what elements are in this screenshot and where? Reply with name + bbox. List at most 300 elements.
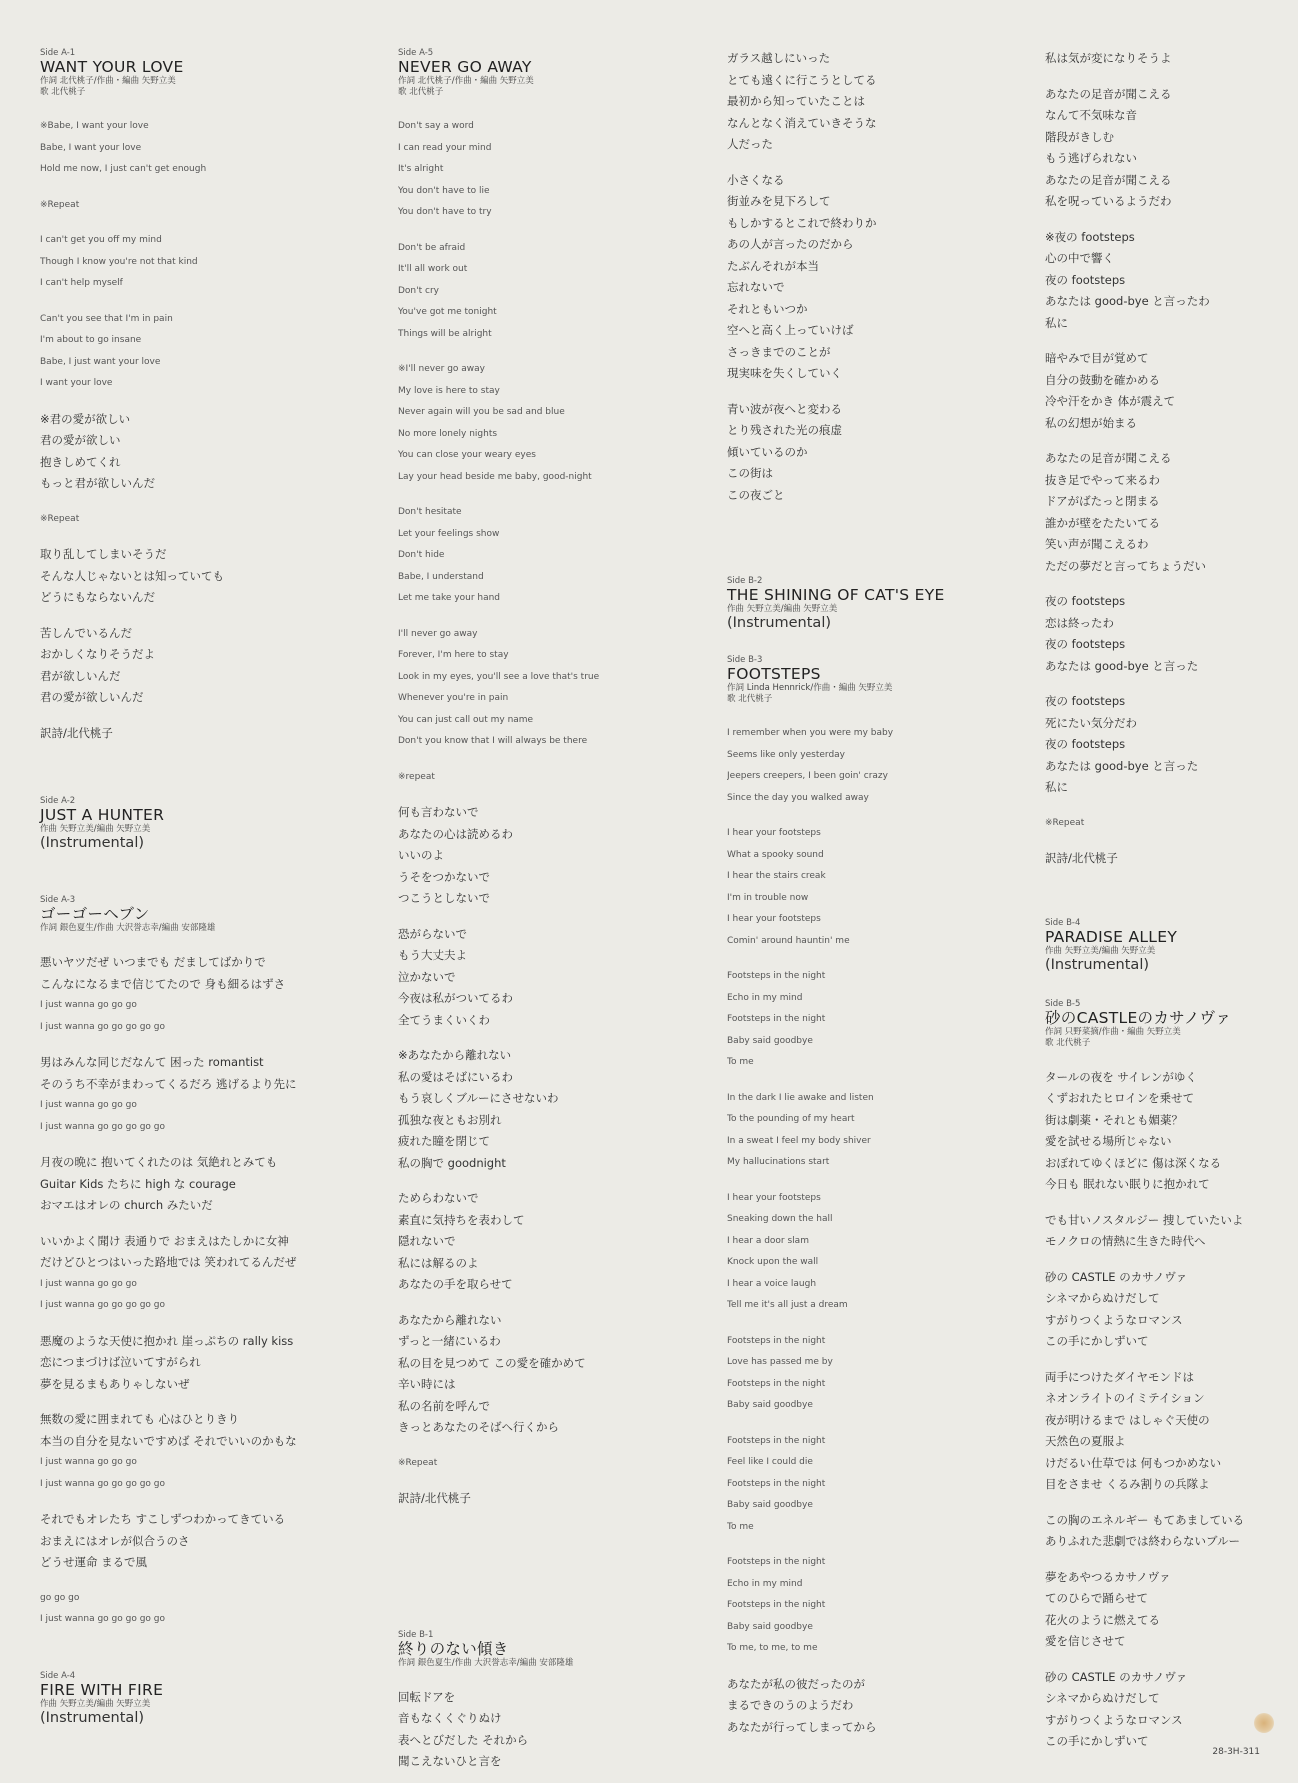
lyric-line: Though I know you're not that kind [40,256,198,267]
lyric-stanza [40,116,340,181]
lyric-stanza [1045,691,1298,799]
lyric-line: Things will be alright [398,328,492,339]
lyric-line: ドアがばたっと閉まる [1045,494,1160,508]
lyric-line: 冷や汗をかき 体が震えて [1045,394,1176,408]
side-label: Side B-3 [727,655,763,665]
lyric-line: くずおれたヒロインを乗せて [1045,1091,1195,1105]
lyric-line: 夜の footsteps [1045,694,1126,708]
lyric-stanza [1045,348,1298,434]
lyric-line: すがりつくようなロマンス [1045,1712,1183,1727]
lyric-line: 辛い時には [398,1377,456,1391]
lyric-line: I just wanna go go go [40,1000,137,1010]
lyric-stanza [40,723,340,745]
side-label: Side B-4 [1045,917,1081,928]
song-block [398,48,698,1510]
lyric-line: 全てうまくいくわ [398,1012,490,1027]
lyric-line: It's alright [398,164,444,174]
lyric-line: Seems like only yesterday [727,749,846,760]
lyric-line: 月夜の晩に 抱いてくれたのは 気絶れとみても [40,1155,278,1169]
lyric-stanza [40,1052,340,1138]
song-credit: 作詞 銀色夏生/作曲 大沢誉志幸/編曲 安部隆雄 [398,1657,574,1668]
song-title: NEVER GO AWAY [398,58,532,76]
lyric-stanza [398,924,698,1032]
lyric-line: Sneaking down the hall [727,1214,833,1224]
lyric-line: あなたは good-bye と言った [1045,658,1199,673]
song-title: 終りのない傾き [398,1639,509,1658]
lyric-line: おかしくなりそうだよ [40,647,155,661]
side-label: Side A-1 [40,48,76,58]
song-block [398,1630,698,1773]
lyric-line: いいかよく聞け 表通りで おまえはたしかに女神 [40,1233,289,1248]
lyric-line: 抜き足でやって来るわ [1045,472,1160,487]
lyric-line: Baby said goodbye [727,1035,813,1046]
lyric-line: この手にかしずいて [1045,1734,1149,1748]
lyric-stanza [1045,1667,1298,1753]
lyric-line: ※Repeat [40,513,80,524]
lyric-line: 青い波が夜へと変わる [727,401,842,416]
lyric-line: Don't be afraid [398,242,466,253]
lyric-line: ただの夢だと言ってちょうだい [1045,558,1206,573]
lyric-line: Footsteps in the night [727,1435,826,1446]
side-label: Side B-2 [727,576,763,586]
lyric-line: 最初から知っていたことは [727,94,865,108]
lyric-line: どうせ運命 まるで風 [40,1555,148,1569]
song-title: 砂のCASTLEのカサノヴァ [1045,1008,1232,1027]
lyric-line: Baby said goodbye [727,1621,813,1632]
lyric-line: 階段がきしむ [1045,129,1114,144]
instrumental-label: (Instrumental) [727,615,832,631]
lyric-line: あなたの足音が聞こえる [1045,451,1172,465]
lyric-line: Guitar Kids たちに high な courage [40,1176,236,1191]
lyric-stanza [398,359,698,488]
lyric-line: Jeepers creepers, I been goin' crazy [727,771,888,781]
lyric-line: ※Repeat [40,199,80,210]
lyric-line: ※あなたから離れない [398,1048,512,1062]
lyric-line: I'm in trouble now [727,892,809,903]
song-credit: 作曲 矢野立美/編曲 矢野立美 [40,1698,151,1709]
lyric-line: それでもオレたち すこしずつわかってきている [40,1512,286,1526]
lyric-line: 笑い声が聞こえるわ [1045,537,1149,551]
side-label: Side B-5 [1045,998,1081,1009]
lyric-line: I hear a voice laugh [727,1278,817,1289]
lyric-line: ※夜の footsteps [1045,229,1135,244]
lyric-line: 忘れないで [727,280,785,294]
lyric-line: ためらわないで [398,1191,479,1205]
lyric-line: I just wanna go go go [40,1100,137,1110]
lyric-line: 君の愛が欲しい [40,433,121,447]
song-credit: 歌 北代桃子 [1045,1037,1091,1048]
lyric-stanza [727,1552,1027,1660]
lyric-line: 天然色の夏服よ [1045,1434,1126,1448]
side-label: Side A-4 [40,1670,76,1681]
lyric-line: Footsteps in the night [727,1378,826,1389]
song-credit: 作詞 Linda Hennrick/作曲・編曲 矢野立美 [727,683,893,693]
lyric-line: 夜の footsteps [1045,737,1126,751]
lyric-line: I just wanna go go go [40,1457,137,1467]
lyric-stanza [40,1409,340,1495]
lyric-line: おぼれてゆくほどに 傷は深くなる [1045,1155,1222,1170]
lyric-stanza [1045,84,1298,213]
lyric-line: Let your feelings show [398,528,500,539]
song-block [1045,999,1298,1753]
lyric-line: 街並みを見下ろして [727,194,831,208]
lyric-line: ずっと一緒にいるわ [398,1334,501,1348]
lyric-line: 砂の CASTLE のカサノヴァ [1045,1669,1188,1684]
song-credit: 作詞 銀色夏生/作曲 大沢誉志幸/編曲 安部隆雄 [40,923,216,933]
lyric-stanza [40,952,340,1038]
lyric-line: とても遠くに行こうとしてる [727,72,877,87]
song-block [727,48,1027,506]
lyric-line: もしかするとこれで終わりか [727,215,877,230]
lyric-line: 現実味を失くしていく [727,366,842,380]
lyric-line: 私の愛はそばにいるわ [398,1069,513,1084]
song-credit: 作詞 只野菜摘/作曲・編曲 矢野立美 [1045,1026,1181,1037]
lyric-line: 私に [1045,780,1068,794]
lyric-line: 君の愛が欲しいんだ [40,690,144,704]
lyric-stanza [727,1188,1027,1317]
song-block [727,655,1027,1738]
lyric-line: What a spooky sound [727,849,824,860]
lyric-stanza [1045,448,1298,577]
lyric-line: Echo in my mind [727,1578,803,1589]
lyric-line: 砂の CASTLE のカサノヴァ [1045,1269,1188,1284]
lyric-line: なんて不気味な音 [1045,108,1137,122]
lyric-line: Baby said goodbye [727,1400,813,1410]
instrumental-label: (Instrumental) [1045,956,1150,973]
lyric-line: Hold me now, I just can't get enough [40,164,207,174]
lyric-stanza [40,195,340,217]
lyric-line: 夜の footsteps [1045,272,1126,287]
song-credit: 作曲 矢野立美/編曲 矢野立美 [727,604,838,614]
lyric-line: 男はみんな同じだなんて 困った romantist [40,1055,264,1069]
lyric-line: いいのよ [398,848,444,862]
lyric-line: I can read your mind [398,142,492,153]
song-block [40,1671,340,1726]
lyric-line: I hear a door slam [727,1235,809,1246]
lyric-stanza [727,1674,1027,1739]
lyric-stanza [398,116,698,224]
song-title: THE SHINING OF CAT'S EYE [727,586,945,604]
lyric-line: まるできのうのようだわ [727,1698,854,1712]
lyric-line: ※Babe, I want your love [40,121,149,131]
song-title: FOOTSTEPS [727,665,821,683]
lyric-stanza [398,624,698,753]
lyric-stanza [1045,1267,1298,1353]
lyric-line: You've got me tonight [398,307,497,317]
song-block [1045,918,1298,973]
lyric-line: Whenever you're in pain [398,693,509,703]
lyric-line: 訳詩/北代桃子 [398,1491,471,1505]
instrumental-label: (Instrumental) [40,835,145,851]
lyric-line: I can't get you off my mind [40,235,162,245]
lyric-stanza [40,544,340,609]
lyric-stanza [1045,48,1298,70]
lyric-line: あなたの足音が聞こえる [1045,86,1172,101]
lyric-line: 目をさませ くるみ割りの兵隊よ [1045,1477,1210,1491]
song-block [40,895,340,1631]
lyric-line: 私を呪っているようだわ [1045,194,1172,208]
song-credit: 作曲 矢野立美/編曲 矢野立美 [1045,945,1156,956]
lyric-line: I hear your footsteps [727,1192,821,1203]
lyric-stanza [40,509,340,531]
lyric-line: シネマからぬけだして [1045,1291,1160,1305]
lyric-line: あの人が言ったのだから [727,237,854,251]
song-title: ゴーゴーヘブン [40,905,150,923]
lyric-line: あなたは good-bye と言ったわ [1045,294,1210,308]
lyric-line: 誰かが壁をたたいてる [1045,515,1160,530]
lyric-line: I just wanna go go go [40,1278,137,1289]
lyric-line: 私の名前を呼んで [398,1398,490,1413]
lyric-line: 君が欲しいんだ [40,668,121,683]
lyric-line: 自分の鼓動を確かめる [1045,372,1160,387]
lyric-line: あなたは good-bye と言った [1045,758,1199,773]
lyric-line: Footsteps in the night [727,971,826,981]
lyric-line: ※Repeat [1045,817,1085,828]
lyric-line: それともいつか [727,301,808,316]
side-label: Side A-2 [40,796,76,806]
lyric-line: この手にかしずいて [1045,1334,1149,1348]
lyric-stanza [40,409,340,495]
lyric-line: もう逃げられない [1045,151,1137,165]
lyric-line: I hear the stairs creak [727,871,826,881]
lyric-line: Knock upon the wall [727,1257,819,1267]
lyric-line: To me [727,1057,754,1067]
lyric-stanza [727,966,1027,1074]
lyric-stanza [1045,848,1298,870]
lyric-line: そんな人じゃないとは知っていても [40,568,224,583]
lyric-line: 恐がらないで [398,926,467,941]
lyric-stanza [727,48,1027,156]
lyric-line: Echo in my mind [727,992,803,1003]
lyric-stanza [727,1088,1027,1174]
lyric-stanza [40,1509,340,1574]
lyric-line: もう哀しくブルーにさせないわ [398,1091,559,1105]
lyric-line: 本当の自分を見ないですめば それでいいのかもな [40,1433,297,1448]
lyric-line: あなたの足音が聞こえる [1045,172,1172,187]
lyric-line: 空へと高く上っていけば [727,323,854,337]
lyric-line: 死にたい気分だわ [1045,715,1137,730]
lyric-stanza [727,723,1027,809]
lyric-line: Footsteps in the night [727,1557,826,1567]
lyric-line: 恋は終ったわ [1045,615,1114,630]
lyric-stanza [1045,1067,1298,1196]
lyric-stanza [398,802,698,910]
lyric-line: I just wanna go go go go go [40,1614,165,1624]
lyric-line: 傾いているのか [727,444,808,459]
lyric-line: 小さくなる [727,172,785,187]
lyric-line: 夜の footsteps [1045,637,1126,651]
lyric-line: ※repeat [398,771,435,782]
lyric-line: 抱きしめてくれ [40,454,121,469]
song-credit: 歌 北代桃子 [398,87,444,97]
lyric-line: 取り乱してしまいそうだ [40,547,167,561]
lyric-line: Footsteps in the night [727,1014,826,1024]
lyric-stanza [398,1188,698,1296]
lyric-line: 暗やみで目が覚めて [1045,351,1149,365]
lyric-line: もっと君が欲しいんだ [40,476,155,490]
lyric-line: 私には解るのよ [398,1255,479,1270]
lyric-line: I can't help myself [40,278,123,288]
song-block [1045,48,1298,870]
lyric-line: 花火のように燃えてる [1045,1612,1160,1627]
lyric-stanza [398,767,698,789]
lyric-line: My love is here to stay [398,385,500,396]
lyric-line: I hear your footsteps [727,914,821,924]
lyric-line: 隠れないで [398,1234,456,1248]
lyric-line: I hear your footsteps [727,828,821,838]
lyric-stanza [727,1431,1027,1539]
lyric-line: もう大丈夫よ [398,948,467,962]
lyric-line: 愛を試せる場所じゃない [1045,1134,1172,1148]
lyric-stanza [398,1687,698,1773]
lyric-line: 夜の footsteps [1045,594,1126,608]
lyric-line: 両手につけたダイヤモンドは [1045,1369,1195,1384]
lyric-line: 私の幻想が始まる [1045,415,1137,430]
lyric-line: けだるい仕草では 何もつかめない [1045,1455,1222,1470]
lyric-line: ネオンライトのイミテイション [1045,1391,1205,1405]
song-title: PARADISE ALLEY [1045,927,1178,946]
lyric-stanza [1045,227,1298,335]
lyric-line: ※君の愛が欲しい [40,411,131,426]
lyric-line: 訳詩/北代桃子 [40,725,113,740]
lyric-line: 夢をあやつるカサノヴァ [1045,1569,1171,1584]
song-title: JUST A HUNTER [40,806,165,824]
lyric-stanza [727,823,1027,952]
lyric-stanza [40,1152,340,1217]
lyric-line: あなたが私の彼だったのが [727,1676,865,1691]
lyric-line: だけどひとつはいった路地では 笑われてるんだぜ [40,1255,297,1269]
lyric-stanza [40,230,340,295]
lyric-stanza [40,623,340,709]
side-label: Side A-5 [398,48,434,58]
lyric-stanza [1045,813,1298,835]
lyric-line: こんなになるまで信じてたので 身も細るはずさ [40,976,286,991]
lyric-line: 聞こえないひと言を [398,1754,502,1768]
lyric-stanza [727,399,1027,507]
lyric-line: It'll all work out [398,264,468,274]
lyrics-column-1 [40,48,340,1726]
lyric-line: ありふれた悲劇では終わらないブルー [1045,1534,1241,1548]
lyric-line: Comin' around hauntin' me [727,935,850,946]
lyric-stanza [727,1331,1027,1417]
song-block [727,576,1027,631]
lyric-line: 孤独な夜ともお別れ [398,1112,502,1127]
lyric-line: 訳詩/北代桃子 [1045,851,1118,865]
lyric-line: Don't cry [398,285,439,296]
lyric-line: 疲れた瞳を閉じて [398,1134,490,1148]
lyric-line: 夜が明けるまで はしゃぐ天使の [1045,1412,1210,1427]
lyric-line: 心の中で響く [1045,251,1114,265]
lyric-line: To me, to me, to me [727,1643,818,1653]
lyric-line: You can just call out my name [398,714,534,725]
lyric-line: ガラス越しにいった [727,51,831,65]
lyric-line: I just wanna go go go go go [40,1121,165,1132]
song-credit: 作詞 北代桃子/作曲・編曲 矢野立美 [40,76,176,86]
lyric-line: てのひらで踊らせて [1045,1591,1149,1605]
lyric-line: Love has passed me by [727,1357,833,1367]
lyric-line: 愛を信じさせて [1045,1634,1126,1648]
lyric-line: To me [727,1521,754,1532]
lyric-line: 表へとびだした それから [398,1732,529,1747]
lyric-line: どうにもならないんだ [40,590,155,604]
lyric-stanza [1045,1367,1298,1496]
lyric-line: No more lonely nights [398,428,498,439]
lyric-line: うそをつかないで [398,869,490,884]
lyric-line: モノクロの情熱に生きた時代へ [1045,1234,1206,1248]
song-block [40,48,340,744]
lyrics-column-2 [398,48,698,1773]
lyric-line: I just wanna go go go go go [40,1300,165,1310]
lyric-line: ※I'll never go away [398,364,485,374]
lyric-line: あなたから離れない [398,1312,502,1327]
lyric-line: 私に [1045,315,1068,330]
lyric-line: In a sweat I feel my body shiver [727,1135,871,1146]
lyric-line: My hallucinations start [727,1157,830,1167]
lyric-line: この街は [727,466,773,480]
lyric-line: You don't have to try [398,207,492,217]
lyric-stanza [398,1453,698,1475]
lyric-line: ※Repeat [398,1457,438,1468]
lyric-stanza [1045,1510,1298,1553]
lyric-line: 人だった [727,137,773,151]
lyric-line: Footsteps in the night [727,1600,826,1610]
lyric-line: さっきまでのことが [727,344,831,359]
lyric-line: この胸のエネルギー もてあましている [1045,1512,1245,1527]
song-credit: 歌 北代桃子 [40,87,86,97]
lyric-line: You can close your weary eyes [398,450,536,460]
lyric-line: You don't have to lie [398,185,490,196]
lyric-line: おマエはオレの church みたいだ [40,1198,213,1212]
lyric-line: Never again will you be sad and blue [398,407,565,417]
lyric-stanza [727,170,1027,385]
lyric-line: 苦しんでいるんだ [40,625,132,640]
lyric-line: 回転ドアを [398,1689,456,1704]
catalog-number: 28-3H-311 [1212,1747,1260,1757]
lyric-line: なんとなく消えていきそうな [727,115,877,130]
lyric-stanza [1045,591,1298,677]
song-title: WANT YOUR LOVE [40,58,184,76]
lyric-stanza [40,1331,340,1396]
lyric-stanza [398,502,698,610]
lyric-line: Can't you see that I'm in pain [40,313,173,324]
lyric-stanza [40,1231,340,1317]
lyric-line: Since the day you walked away [727,792,869,803]
song-credit: 歌 北代桃子 [727,694,773,704]
lyric-line: Forever, I'm here to stay [398,650,509,660]
lyric-line: Don't you know that I will always be there [398,736,588,746]
lyric-line: I just wanna go go go go go [40,1478,165,1489]
lyrics-column-4 [1045,48,1298,1753]
lyric-stanza [398,1488,698,1510]
lyric-stanza [398,1310,698,1439]
song-block [40,796,340,851]
lyric-line: 何も言わないで [398,805,479,819]
lyric-line: 音もなくくぐりぬけ [398,1711,502,1725]
lyric-line: すがりつくようなロマンス [1045,1312,1183,1327]
lyric-line: あなたが行ってしまってから [727,1719,877,1734]
lyric-line: I just wanna go go go go go [40,1021,165,1032]
lyric-line: 泣かないで [398,969,456,984]
lyric-stanza [40,309,340,395]
lyric-line: 恋につまづけば泣いてすがられ [40,1355,201,1369]
lyric-line: Babe, I want your love [40,142,142,153]
lyric-line: 夢を見るまもありゃしないぜ [40,1376,190,1391]
lyric-line: Baby said goodbye [727,1500,813,1510]
lyric-line: きっとあなたのそばへ行くから [398,1420,559,1434]
lyric-line: Don't hide [398,550,445,560]
lyric-line: 今日も 眠れない眠りに抱かれて [1045,1177,1210,1191]
lyric-line: I'll never go away [398,628,478,639]
